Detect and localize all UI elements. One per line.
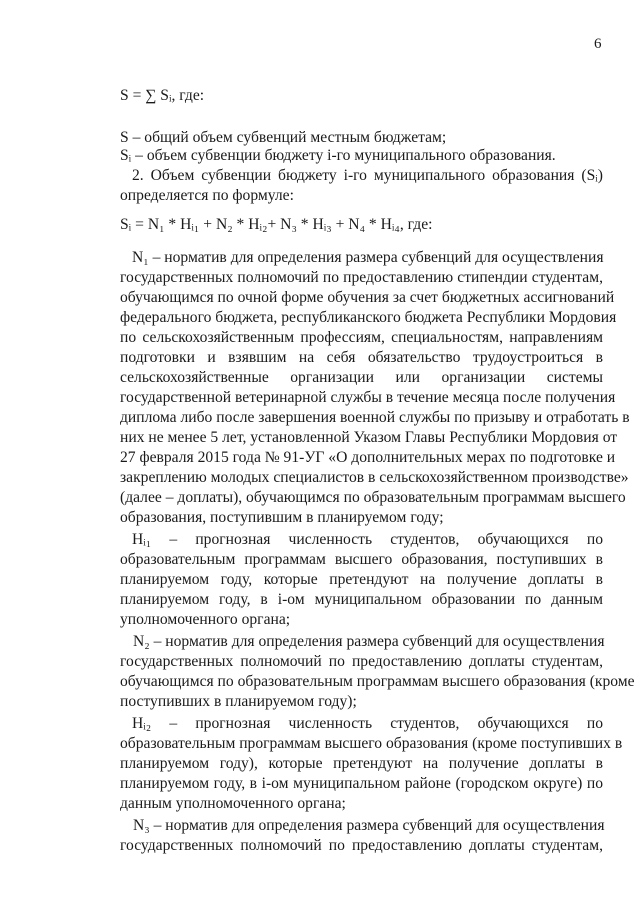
paragraph-line: (далее – доплаты), обучающимся по образовательным программам высшего bbox=[120, 489, 626, 506]
formula-si: Sᵢ = N₁ * Hᵢ₁ + N₂ * Hᵢ₂+ N₃ * Hᵢ₃ + N₄ * Hᵢ₄, где: bbox=[120, 216, 433, 233]
paragraph-line: образования, поступившим в планируемом году; bbox=[120, 509, 444, 526]
paragraph-line: поступивших в планируемом году); bbox=[120, 693, 357, 710]
paragraph-line: 2. Объем субвенции бюджету i-го муниципального образования (Sᵢ) bbox=[132, 167, 603, 184]
paragraph-line: Hᵢ₂ – прогнозная численность студентов, обучающихся по bbox=[132, 715, 603, 732]
paragraph-line: обучающимся по очной форме обучения за счет бюджетных ассигнований bbox=[120, 289, 615, 306]
paragraph-line: диплома либо после завершения военной службы по призыву и отработать в bbox=[120, 409, 630, 426]
paragraph-line: образовательным программам высшего образования, поступивших в bbox=[120, 551, 603, 568]
paragraph-line: Hᵢ₁ – прогнозная численность студентов, обучающихся по bbox=[132, 531, 603, 548]
paragraph-line: планируемом году), которые претендуют на получение доплаты в bbox=[120, 755, 603, 772]
paragraph-line: образовательным программам высшего образования (кроме поступивших в bbox=[120, 735, 623, 752]
paragraph-line: по сельскохозяйственным профессиям, специальностям, направлениям bbox=[120, 329, 603, 346]
paragraph-line: данным уполномоченного органа; bbox=[120, 795, 346, 812]
paragraph-line: государственных полномочий по предоставлению стипендии студентам, bbox=[120, 269, 603, 286]
paragraph-line: 27 февраля 2015 года № 91-УГ «О дополнительных мерах по подготовке и bbox=[120, 449, 616, 466]
formula-sum: S = ∑ Sᵢ, где: bbox=[120, 87, 205, 104]
paragraph-line: уполномоченного органа; bbox=[120, 611, 291, 628]
paragraph-line: закреплению молодых специалистов в сельскохозяйственном производстве» bbox=[120, 469, 629, 486]
paragraph-line: планируемом году, в i-ом муниципальном образовании по данным bbox=[120, 591, 603, 608]
page-number: 6 bbox=[594, 36, 602, 52]
paragraph-line: планируемом году, которые претендуют на получение доплаты в bbox=[120, 571, 603, 588]
paragraph-line: государственных полномочий по предоставлению доплаты студентам, bbox=[120, 837, 603, 854]
paragraph-line: обучающимся по образовательным программам высшего образования (кроме bbox=[120, 673, 635, 690]
paragraph-line: N₁ – норматив для определения размера субвенций для осуществления bbox=[132, 249, 604, 266]
paragraph-line: определяется по формуле: bbox=[120, 187, 294, 204]
paragraph-line: планируемом году, в i-ом муниципальном районе (городском округе) по bbox=[120, 775, 603, 792]
paragraph-line: государственных полномочий по предоставлению доплаты студентам, bbox=[120, 653, 603, 670]
paragraph-line: N₃ – норматив для определения размера субвенций для осуществления bbox=[133, 817, 605, 834]
paragraph-line: федерального бюджета, республиканского бюджета Республики Мордовия bbox=[120, 309, 617, 326]
paragraph-line: подготовки и взявшим на себя обязательство трудоустроиться в bbox=[120, 349, 603, 366]
definition-s: S – общий объем субвенций местным бюджетам; bbox=[120, 129, 447, 146]
definition-si: Sᵢ – объем субвенции бюджету i-го муниципального образования. bbox=[120, 147, 556, 164]
paragraph-line: сельскохозяйственные организации или организации системы bbox=[120, 369, 603, 386]
paragraph-line: N₂ – норматив для определения размера субвенций для осуществления bbox=[133, 633, 605, 650]
paragraph-line: них не менее 5 лет, установленной Указом Главы Республики Мордовия от bbox=[120, 429, 618, 446]
paragraph-line: государственной ветеринарной службы в течение месяца после получения bbox=[120, 389, 616, 406]
